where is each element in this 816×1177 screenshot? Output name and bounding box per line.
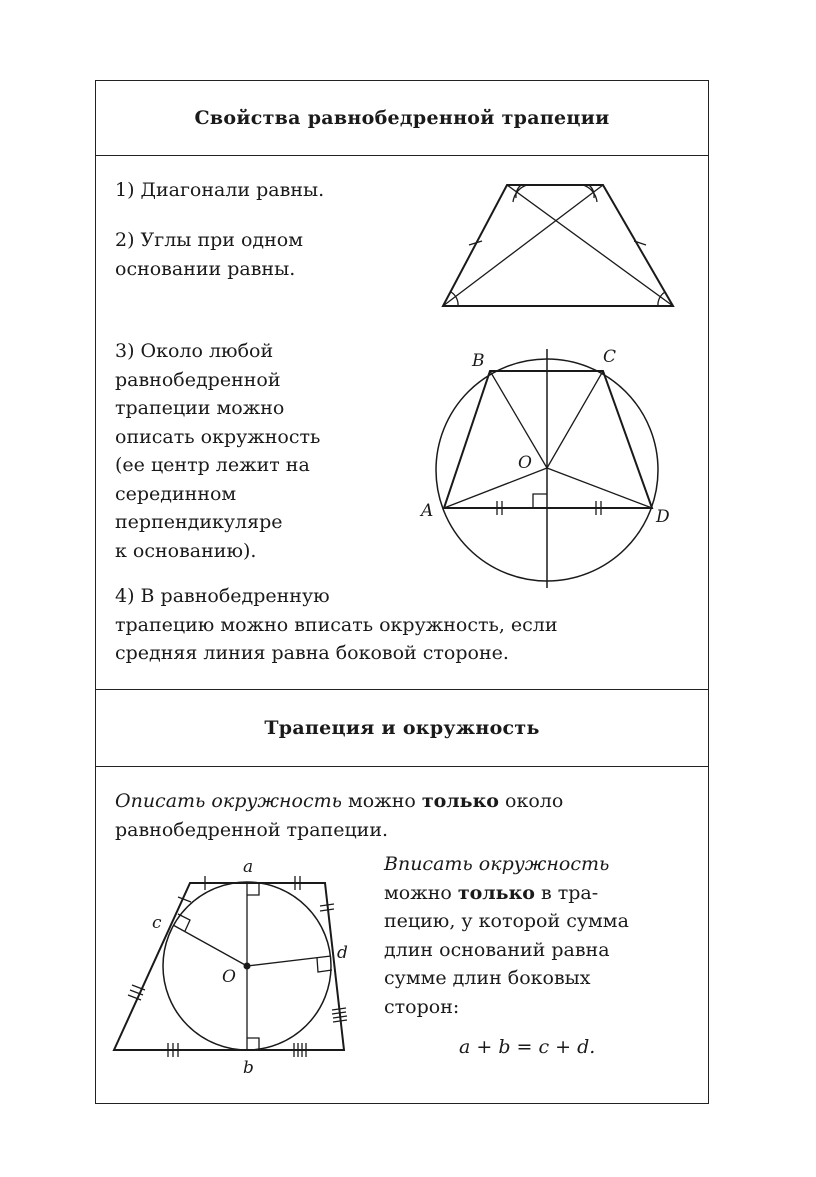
inscribe-bold: только	[457, 881, 535, 904]
inscribe-l2-a: можно	[384, 881, 458, 904]
property-1-text: 1) Диагонали равны.	[115, 179, 325, 201]
circumscribe-italic: Описать окружность	[115, 790, 342, 812]
label-d: d	[337, 943, 348, 963]
circumscribe-end: около	[498, 790, 564, 812]
inscribe-text	[384, 850, 629, 1021]
property-3-text: 3) Около любой равнобедренной трапеции можно описать окружность (ее центр лежит на серединном перпендикуляре к основанию).	[115, 340, 321, 562]
formula-text: a + b = c + d.	[459, 1036, 596, 1058]
label-C: C	[603, 347, 617, 367]
circumscribe-line2: равнобедренной трапеции.	[115, 818, 389, 841]
inscribe-l2-b: в тра-	[534, 881, 599, 904]
inscribe-rest: пецию, у которой сумма длин оснований равна сумме длин боковых сторон:	[384, 910, 629, 1018]
label-B: B	[472, 351, 485, 371]
property-4-text: 4) В равнобедренную трапецию можно вписать окружность, если средняя линия равна боковой стороне.	[115, 585, 558, 664]
label-D: D	[656, 507, 670, 527]
label-a: a	[243, 857, 254, 877]
circumscribe-bold: только	[421, 790, 499, 812]
label-A: A	[421, 501, 434, 521]
circumscribe-text	[115, 787, 563, 844]
label-b: b	[243, 1058, 254, 1078]
section-title-trapezoid-circle: Трапеция и окружность	[96, 689, 708, 767]
label-c: c	[152, 913, 162, 933]
label-O-incircle: O	[222, 967, 236, 987]
label-O: O	[518, 453, 532, 473]
properties-card	[95, 80, 709, 1104]
circumscribe-mid: можно	[341, 790, 422, 812]
property-2-text: 2) Углы при одном основании равны.	[115, 229, 304, 280]
section-title-properties: Свойства равнобедренной трапеции	[96, 81, 708, 156]
inscribe-italic: Вписать окружность	[384, 853, 610, 875]
